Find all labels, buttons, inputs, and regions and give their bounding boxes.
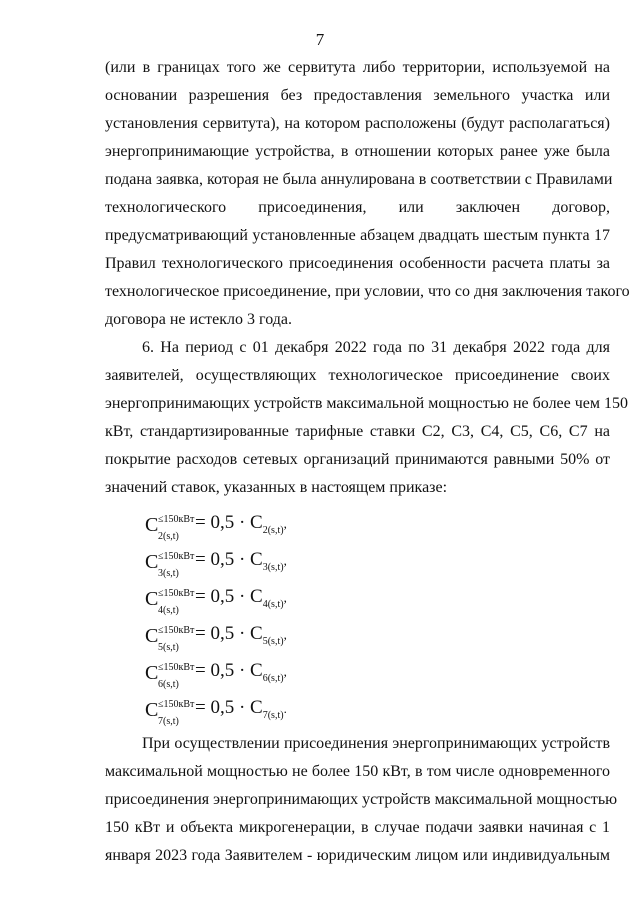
text-line: технологического присоединения, или заключен договор, bbox=[105, 199, 610, 216]
text-line: присоединения энергопринимающих устройств максимальной мощностью bbox=[105, 791, 618, 808]
text-line: заявителей, осуществляющих технологическое присоединение своих bbox=[105, 367, 610, 384]
formula-c3: C ≤150кВт 3(s,t) = $0,5 \cdot C_{3(s,t)}$, bbox=[145, 549, 287, 579]
text-line: основании разрешения без предоставления земельного участка или bbox=[105, 87, 610, 104]
formula-c7: C ≤150кВт 7(s,t) = $0,5 \cdot C_{7(s,t)}$. bbox=[145, 697, 287, 727]
text-line: Правил технологического присоединения особенности расчета платы за bbox=[105, 255, 610, 272]
formula-c2: C ≤150кВт 2(s,t) = $0,5 \cdot C_{2(s,t)}$, bbox=[145, 512, 287, 542]
page-number: 7 bbox=[315, 30, 325, 49]
text-line: установления сервитута), на котором расположены (будут располагаться) bbox=[105, 115, 610, 132]
text-line: кВт, стандартизированные тарифные ставки С2, С3, С4, С5, С6, С7 на bbox=[105, 423, 610, 440]
text-line: энергопринимающие устройства, в отношении которых ранее уже была bbox=[105, 143, 610, 160]
text-line: энергопринимающих устройств максимальной мощностью не более чем 150 bbox=[105, 395, 629, 412]
text-line: покрытие расходов сетевых организаций принимаются равными 50% от bbox=[105, 451, 610, 468]
formula-c4: C ≤150кВт 4(s,t) = $0,5 \cdot C_{4(s,t)}$, bbox=[145, 586, 287, 616]
text-line: (или в границах того же сервитута либо территории, используемой на bbox=[105, 59, 610, 76]
text-line: предусматривающий установленные абзацем двадцать шестым пункта 17 bbox=[105, 227, 610, 244]
formula-c5: C ≤150кВт 5(s,t) = $0,5 \cdot C_{5(s,t)}$, bbox=[145, 623, 287, 653]
formula-c6: C ≤150кВт 6(s,t) = $0,5 \cdot C_{6(s,t)}$, bbox=[145, 660, 287, 690]
text-line: значений ставок, указанных в настоящем приказе: bbox=[105, 479, 448, 496]
text-line: технологическое присоединение, при условии, что со дня заключения такого bbox=[105, 283, 630, 300]
text-line: января 2023 года Заявителем - юридическим лицом или индивидуальным bbox=[105, 847, 610, 864]
text-line: 6. На период с 01 декабря 2022 года по 31 декабря 2022 года для bbox=[142, 339, 610, 356]
text-line: При осуществлении присоединения энергопринимающих устройств bbox=[142, 735, 610, 752]
text-line: подана заявка, которая не была аннулирована в соответствии с Правилами bbox=[105, 171, 613, 188]
text-line: договора не истекло 3 года. bbox=[105, 311, 292, 328]
text-line: 150 кВт и объекта микрогенерации, в случае подачи заявки начиная с 1 bbox=[105, 819, 610, 836]
text-line: максимальной мощностью не более 150 кВт, в том числе одновременного bbox=[105, 763, 610, 780]
